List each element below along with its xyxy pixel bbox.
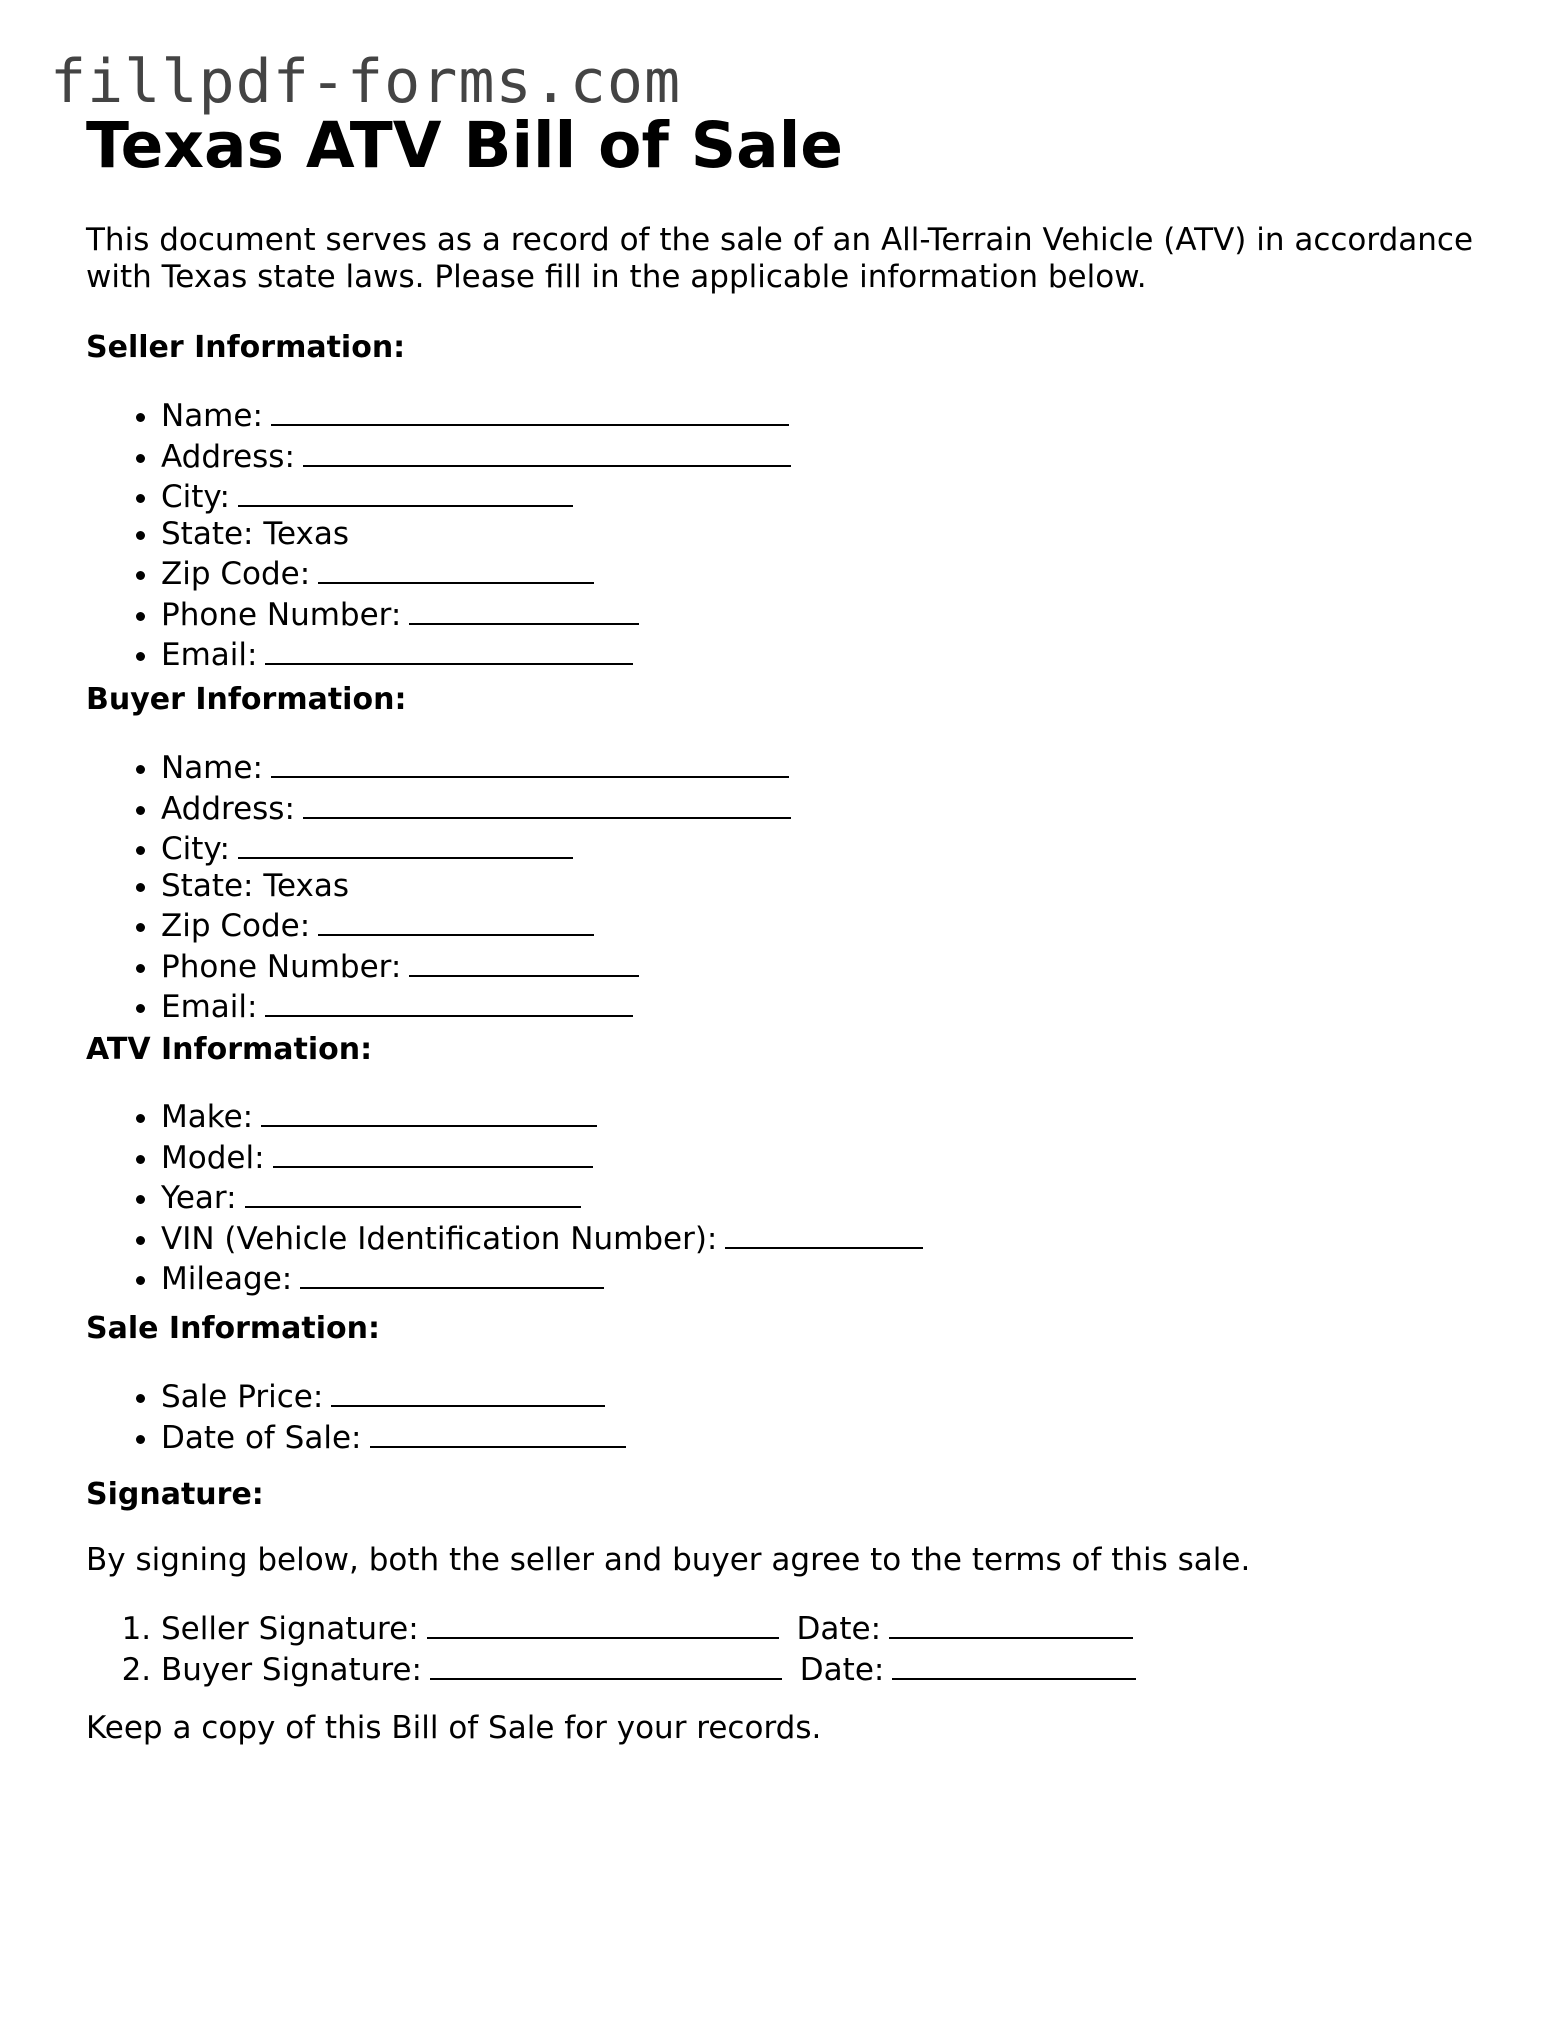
seller-list <box>86 394 791 674</box>
seller-heading: Seller Information: <box>86 330 406 365</box>
atv-vin-label: VIN (Vehicle Identification Number): <box>161 1220 718 1257</box>
buyer-zip-label: Zip Code: <box>161 908 311 944</box>
seller-address-item <box>161 435 791 476</box>
seller-state-item <box>161 516 791 553</box>
seller-date-label: Date: <box>796 1611 882 1647</box>
atv-heading: ATV Information: <box>86 1032 373 1067</box>
atv-make-item <box>161 1095 923 1136</box>
atv-model-item <box>161 1136 923 1177</box>
sale-date-field[interactable] <box>370 1416 626 1448</box>
seller-city-field[interactable] <box>238 475 573 507</box>
buyer-phone-label: Phone Number: <box>161 948 402 985</box>
seller-name-label: Name: <box>161 398 263 434</box>
seller-zip-item <box>161 552 791 593</box>
buyer-signature-label: Buyer Signature: <box>161 1651 422 1688</box>
seller-date-field[interactable] <box>889 1607 1133 1639</box>
buyer-email-item <box>161 985 791 1026</box>
seller-email-item <box>161 633 791 674</box>
seller-email-label: Email: <box>161 637 258 673</box>
seller-zip-label: Zip Code: <box>161 556 311 592</box>
buyer-state-item <box>161 868 791 905</box>
buyer-heading: Buyer Information: <box>86 682 407 717</box>
seller-address-field[interactable] <box>303 435 791 467</box>
signature-text: By signing below, both the seller and buyer agree to the terms of this sale. <box>86 1542 1251 1578</box>
buyer-name-label: Name: <box>161 750 263 786</box>
atv-year-label: Year: <box>161 1180 237 1216</box>
atv-vin-field[interactable] <box>725 1217 923 1249</box>
page-title: Texas ATV Bill of Sale <box>86 109 844 182</box>
intro-text: This document serves as a record of the sale of an All-Terrain Vehicle (ATV) in accordance with Texas state laws. Please fill in the applicable information below. <box>86 222 1474 295</box>
buyer-city-label: City: <box>161 831 230 867</box>
seller-signature-field[interactable] <box>427 1607 779 1639</box>
seller-phone-field[interactable] <box>409 593 639 625</box>
atv-year-field[interactable] <box>245 1176 581 1208</box>
buyer-name-item <box>161 746 791 787</box>
atv-vin-item <box>161 1217 923 1258</box>
sale-price-item <box>161 1375 626 1416</box>
watermark: fillpdf-forms.com <box>50 47 682 117</box>
sale-price-field[interactable] <box>331 1375 605 1407</box>
buyer-phone-item <box>161 945 791 986</box>
buyer-zip-field[interactable] <box>318 904 594 936</box>
seller-phone-label: Phone Number: <box>161 596 402 633</box>
buyer-address-field[interactable] <box>303 787 791 819</box>
buyer-address-label: Address: <box>161 790 295 827</box>
buyer-phone-field[interactable] <box>409 945 639 977</box>
seller-name-item <box>161 394 791 435</box>
sale-date-label: Date of Sale: <box>161 1419 362 1456</box>
atv-mileage-field[interactable] <box>300 1257 604 1289</box>
sale-heading: Sale Information: <box>86 1311 380 1346</box>
seller-signature-label: Seller Signature: <box>161 1611 419 1647</box>
sale-date-item <box>161 1416 626 1457</box>
atv-list <box>86 1095 923 1298</box>
buyer-signature-item <box>161 1648 1136 1689</box>
atv-make-label: Make: <box>161 1099 254 1135</box>
seller-name-field[interactable] <box>271 394 789 426</box>
sale-price-label: Sale Price: <box>161 1379 324 1415</box>
buyer-date-field[interactable] <box>892 1648 1136 1680</box>
buyer-list <box>86 746 791 1026</box>
seller-city-label: City: <box>161 479 230 515</box>
seller-email-field[interactable] <box>265 633 633 665</box>
buyer-name-field[interactable] <box>271 746 789 778</box>
seller-zip-field[interactable] <box>318 552 594 584</box>
buyer-zip-item <box>161 904 791 945</box>
signature-list <box>86 1607 1136 1688</box>
seller-signature-item <box>161 1607 1136 1648</box>
document <box>86 109 1486 1746</box>
seller-address-label: Address: <box>161 438 295 475</box>
atv-make-field[interactable] <box>261 1095 597 1127</box>
seller-city-item <box>161 475 791 516</box>
sale-list <box>86 1375 626 1456</box>
footer-note: Keep a copy of this Bill of Sale for your records. <box>86 1710 822 1746</box>
buyer-city-item <box>161 827 791 868</box>
buyer-state-label: State: Texas <box>161 867 350 904</box>
seller-state-label: State: Texas <box>161 515 350 552</box>
atv-mileage-item <box>161 1257 923 1298</box>
signature-heading: Signature: <box>86 1477 264 1512</box>
buyer-city-field[interactable] <box>238 827 573 859</box>
atv-model-label: Model: <box>161 1139 265 1176</box>
buyer-signature-field[interactable] <box>430 1648 782 1680</box>
buyer-date-label: Date: <box>799 1651 885 1688</box>
buyer-address-item <box>161 787 791 828</box>
atv-model-field[interactable] <box>273 1136 593 1168</box>
atv-year-item <box>161 1176 923 1217</box>
buyer-email-label: Email: <box>161 989 258 1025</box>
buyer-email-field[interactable] <box>265 985 633 1017</box>
atv-mileage-label: Mileage: <box>161 1261 293 1297</box>
seller-phone-item <box>161 593 791 634</box>
